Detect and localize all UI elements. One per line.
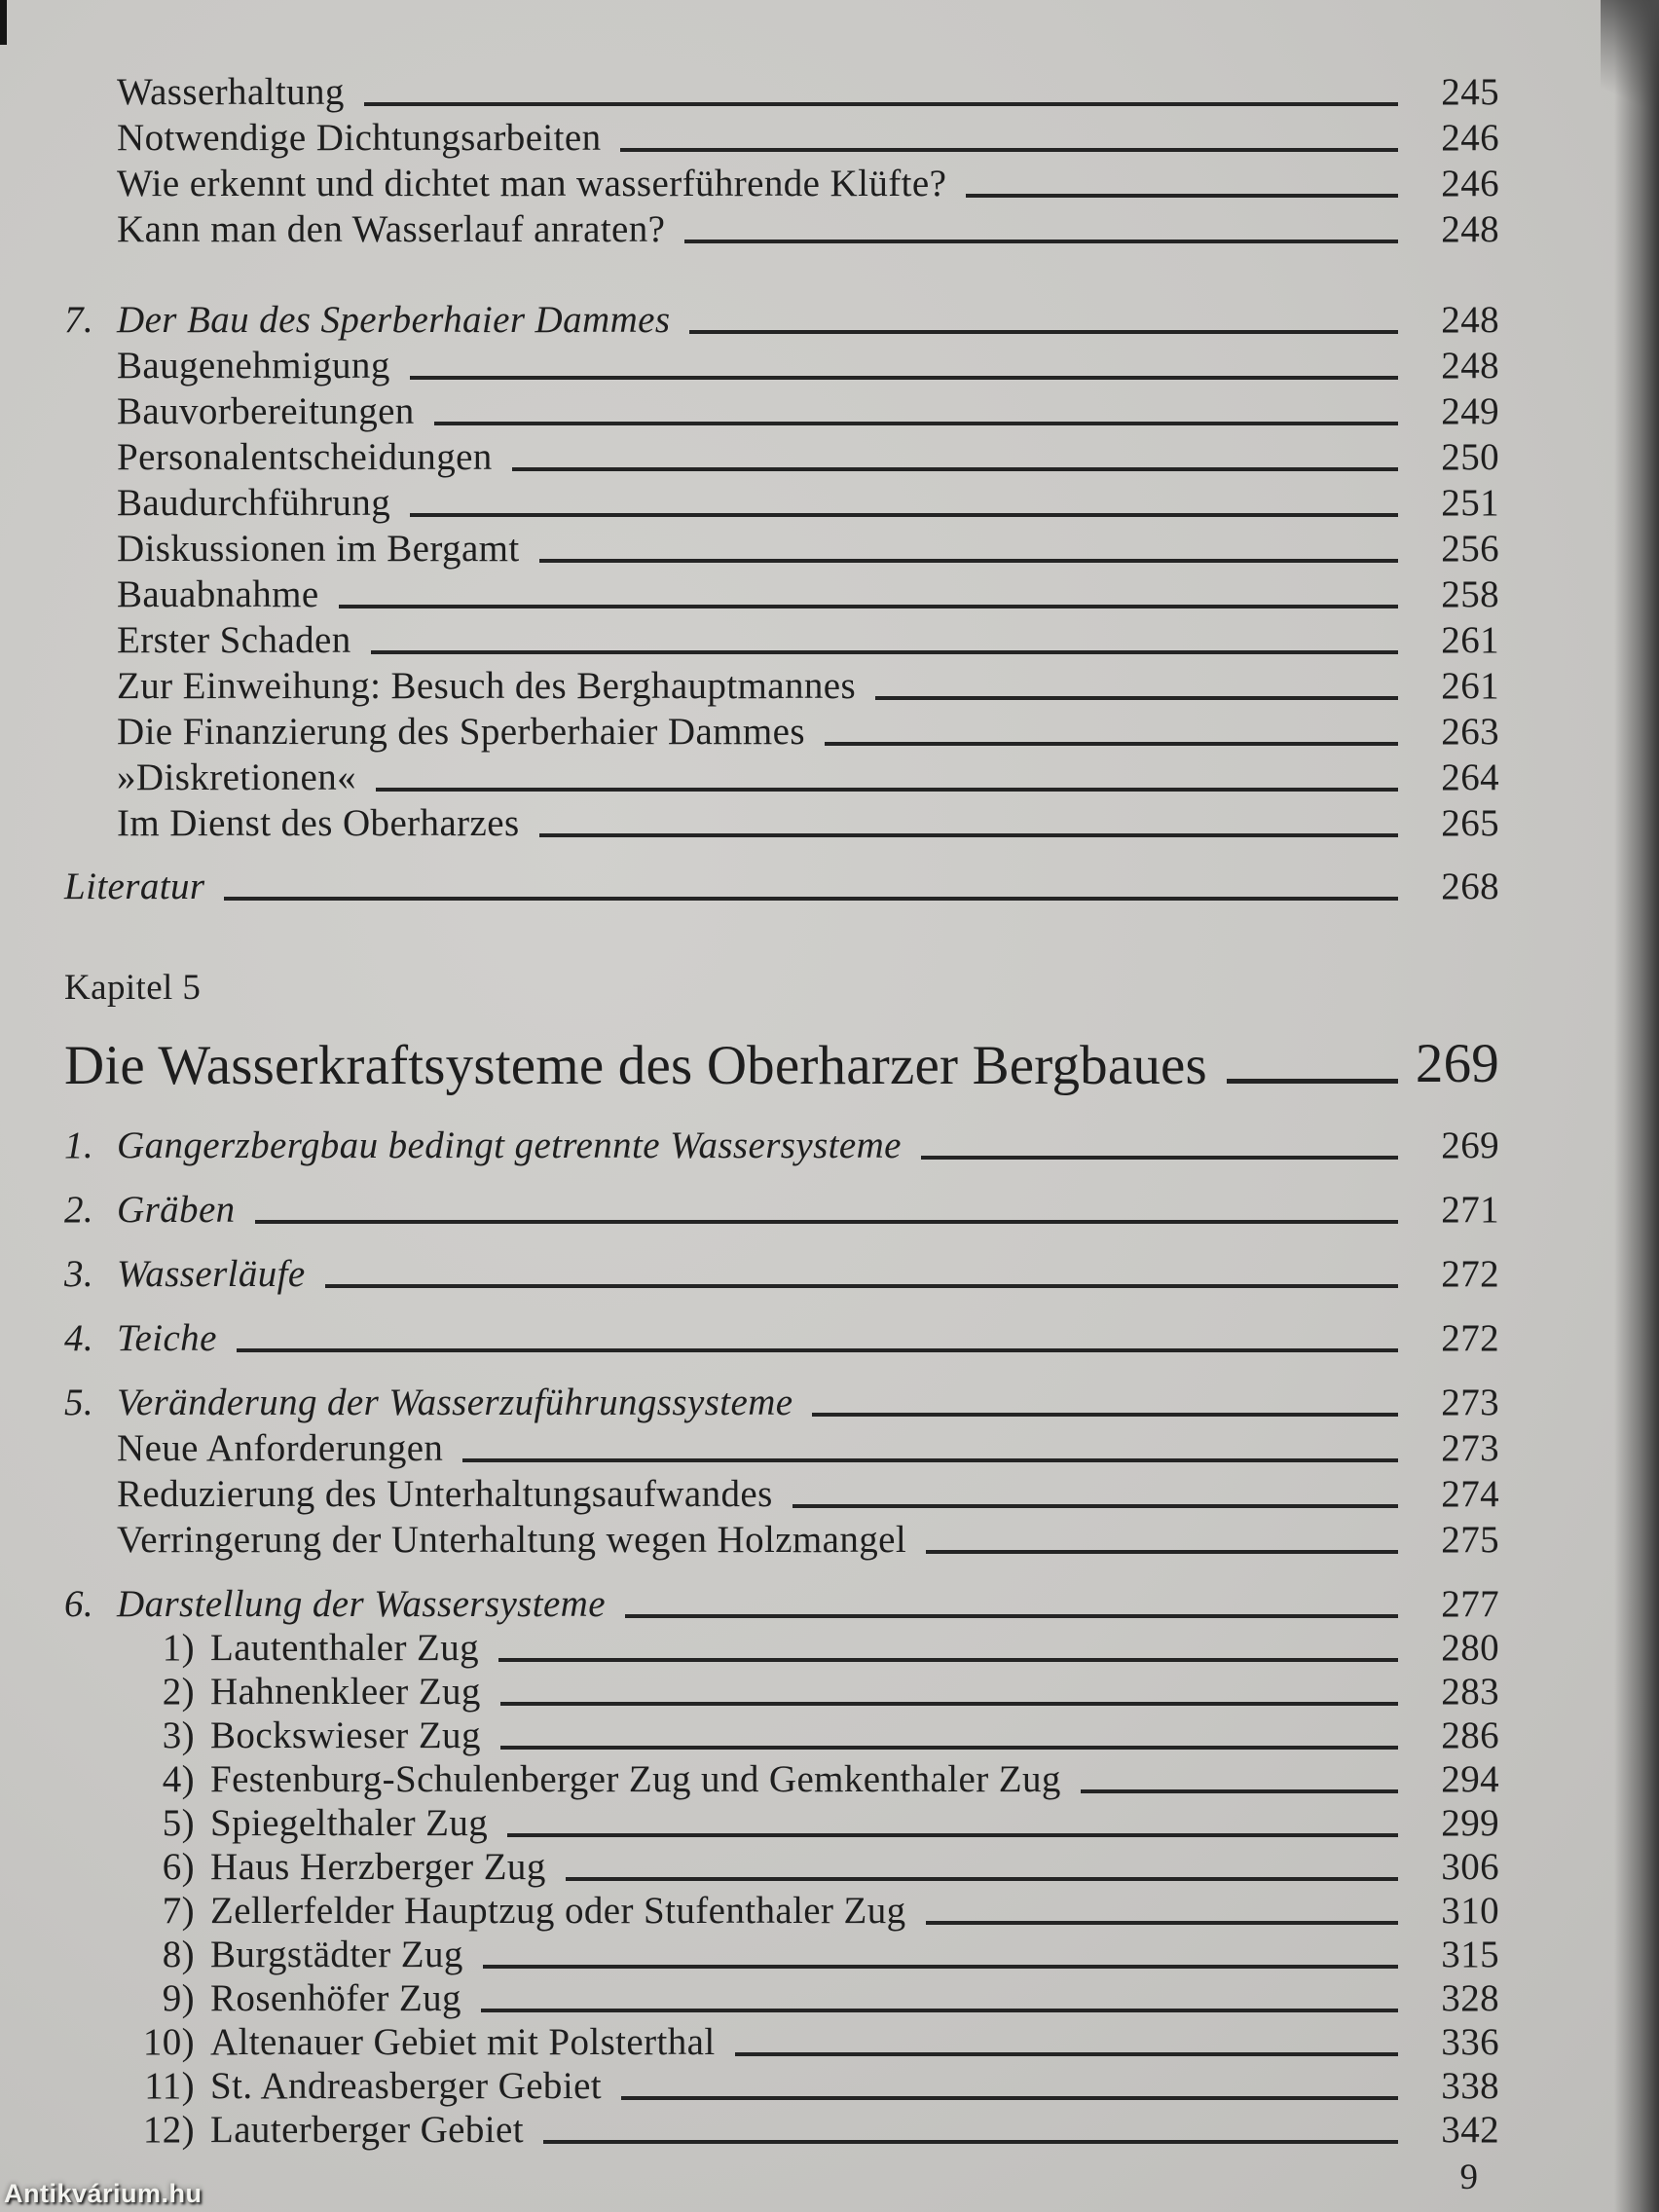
leader-line bbox=[566, 1877, 1398, 1881]
toc-entry bbox=[0, 708, 1499, 754]
toc-entry bbox=[0, 1167, 1499, 1232]
entry-number: 3) bbox=[162, 1714, 195, 1757]
entry-number: 1) bbox=[162, 1627, 195, 1670]
leader-line bbox=[926, 1921, 1398, 1925]
entry-number: 2) bbox=[162, 1671, 195, 1714]
entry-number: 8) bbox=[162, 1934, 195, 1976]
leader-line bbox=[512, 467, 1398, 471]
entry-label: Kapitel 5 bbox=[64, 967, 202, 1008]
entry-label: Wasserläufe bbox=[117, 1253, 306, 1296]
page-binding-shadow-top bbox=[1601, 0, 1659, 127]
leader-line bbox=[364, 102, 1398, 106]
leader-line bbox=[434, 422, 1398, 425]
page-binding-shadow bbox=[1614, 0, 1659, 2212]
entry-page-number: 286 bbox=[1441, 1714, 1499, 1757]
entry-label: Neue Anforderungen bbox=[117, 1427, 444, 1470]
page-number-footer: 9 bbox=[1459, 2157, 1478, 2197]
entry-page-number: 258 bbox=[1441, 573, 1499, 616]
leader-line bbox=[498, 1658, 1398, 1662]
entry-label: Reduzierung des Unterhaltungsaufwandes bbox=[117, 1473, 773, 1516]
entry-number: 10) bbox=[142, 2021, 195, 2064]
entry-number: 7. bbox=[64, 299, 94, 342]
toc-entry bbox=[0, 2064, 1499, 2108]
entry-label: Darstellung der Wassersysteme bbox=[117, 1583, 606, 1626]
toc-entry bbox=[0, 160, 1499, 205]
toc-entry bbox=[0, 387, 1499, 433]
entry-label: Teiche bbox=[117, 1317, 217, 1360]
toc-entry bbox=[0, 2108, 1499, 2152]
entry-number: 7) bbox=[162, 1890, 195, 1933]
leader-line bbox=[371, 650, 1398, 654]
toc-entry bbox=[0, 205, 1499, 251]
toc-entry bbox=[0, 1424, 1499, 1470]
watermark: Antikvárium.hu bbox=[4, 2179, 203, 2208]
entry-page-number: 336 bbox=[1441, 2021, 1499, 2064]
entry-label: »Diskretionen« bbox=[117, 756, 357, 799]
entry-label: Die Finanzierung des Sperberhaier Dammes bbox=[117, 711, 805, 754]
entry-number: 4) bbox=[162, 1758, 195, 1801]
entry-label: Spiegelthaler Zug bbox=[210, 1802, 489, 1845]
entry-page-number: 248 bbox=[1441, 299, 1499, 342]
entry-page-number: 268 bbox=[1441, 866, 1499, 908]
entry-page-number: 342 bbox=[1441, 2109, 1499, 2152]
toc-entry bbox=[0, 1103, 1499, 1167]
entry-number: 12) bbox=[142, 2109, 195, 2152]
toc-entry bbox=[0, 1470, 1499, 1516]
chapter-heading bbox=[0, 963, 1499, 1008]
entry-page-number: 338 bbox=[1441, 2065, 1499, 2108]
entry-page-number: 256 bbox=[1441, 528, 1499, 571]
entry-label: St. Andreasberger Gebiet bbox=[210, 2065, 603, 2108]
entry-page-number: 251 bbox=[1441, 482, 1499, 525]
entry-label: Der Bau des Sperberhaier Dammes bbox=[117, 299, 671, 342]
leader-line bbox=[966, 194, 1398, 198]
toc-entry bbox=[0, 1976, 1499, 2020]
toc-entry bbox=[0, 1232, 1499, 1296]
entry-page-number: 265 bbox=[1441, 802, 1499, 845]
entry-page-number: 249 bbox=[1441, 390, 1499, 433]
toc-entry bbox=[0, 342, 1499, 387]
entry-page-number: 245 bbox=[1441, 71, 1499, 114]
leader-line bbox=[1227, 1079, 1398, 1084]
toc-entry bbox=[0, 799, 1499, 845]
entry-label: Burgstädter Zug bbox=[210, 1934, 463, 1976]
entry-label: Bauvorbereitungen bbox=[117, 390, 415, 433]
entry-page-number: 277 bbox=[1441, 1583, 1499, 1626]
leader-line bbox=[376, 788, 1398, 792]
entry-page-number: 328 bbox=[1441, 1977, 1499, 2020]
entry-page-number: 261 bbox=[1441, 665, 1499, 708]
entry-label: Erster Schaden bbox=[117, 619, 351, 662]
entry-page-number: 272 bbox=[1441, 1317, 1499, 1360]
leader-line bbox=[255, 1220, 1398, 1224]
toc bbox=[0, 68, 1499, 2152]
toc-entry bbox=[0, 754, 1499, 799]
entry-page-number: 271 bbox=[1441, 1189, 1499, 1232]
entry-number: 4. bbox=[64, 1317, 94, 1360]
leader-line bbox=[735, 2052, 1398, 2056]
entry-page-number: 261 bbox=[1441, 619, 1499, 662]
leader-line bbox=[684, 240, 1398, 243]
entry-page-number: 273 bbox=[1441, 1427, 1499, 1470]
entry-page-number: 299 bbox=[1441, 1802, 1499, 1845]
leader-line bbox=[812, 1413, 1398, 1417]
entry-label: Bockswieser Zug bbox=[210, 1714, 481, 1757]
leader-line bbox=[481, 2009, 1398, 2012]
toc-entry bbox=[0, 2020, 1499, 2064]
entry-number: 6. bbox=[64, 1583, 94, 1626]
leader-line bbox=[926, 1550, 1398, 1554]
entry-number: 3. bbox=[64, 1253, 94, 1296]
leader-line bbox=[462, 1458, 1398, 1462]
toc-entry bbox=[0, 1626, 1499, 1670]
leader-line bbox=[539, 559, 1398, 563]
leader-line bbox=[793, 1504, 1398, 1508]
entry-page-number: 306 bbox=[1441, 1846, 1499, 1889]
entry-label: Zur Einweihung: Besuch des Berghauptmannes bbox=[117, 665, 857, 708]
toc-entry bbox=[0, 1714, 1499, 1757]
leader-line bbox=[621, 2096, 1398, 2100]
entry-label: Zellerfelder Hauptzug oder Stufenthaler Zug bbox=[210, 1890, 906, 1933]
entry-page-number: 250 bbox=[1441, 436, 1499, 479]
leader-line bbox=[539, 833, 1398, 837]
entry-page-number: 269 bbox=[1441, 1124, 1499, 1167]
entry-number: 9) bbox=[162, 1977, 195, 2020]
entry-page-number: 246 bbox=[1441, 163, 1499, 205]
entry-label: Personalentscheidungen bbox=[117, 436, 493, 479]
toc-entry bbox=[0, 1757, 1499, 1801]
entry-page-number: 280 bbox=[1441, 1627, 1499, 1670]
entry-number: 2. bbox=[64, 1189, 94, 1232]
toc-entry bbox=[0, 525, 1499, 571]
leader-line bbox=[543, 2140, 1398, 2144]
toc-entry bbox=[0, 1360, 1499, 1424]
leader-line bbox=[825, 742, 1398, 746]
toc-entry bbox=[0, 1516, 1499, 1562]
entry-label: Hahnenkleer Zug bbox=[210, 1671, 481, 1714]
entry-number: 1. bbox=[64, 1124, 94, 1167]
scan-edge-artifact bbox=[0, 0, 7, 45]
entry-number: 6) bbox=[162, 1846, 195, 1889]
toc-entry bbox=[0, 1845, 1499, 1889]
leader-line bbox=[875, 696, 1398, 700]
toc-entry bbox=[0, 1933, 1499, 1976]
toc-entry bbox=[0, 114, 1499, 160]
leader-line bbox=[410, 513, 1398, 517]
entry-page-number: 248 bbox=[1441, 208, 1499, 251]
toc-entry bbox=[0, 1889, 1499, 1933]
entry-label: Bauabnahme bbox=[117, 573, 319, 616]
toc-entry bbox=[0, 433, 1499, 479]
leader-line bbox=[689, 330, 1398, 334]
entry-page-number: 315 bbox=[1441, 1934, 1499, 1976]
toc-entry bbox=[0, 1296, 1499, 1360]
entry-page-number: 294 bbox=[1441, 1758, 1499, 1801]
entry-number: 5. bbox=[64, 1382, 94, 1424]
entry-label: Rosenhöfer Zug bbox=[210, 1977, 461, 2020]
leader-line bbox=[500, 1746, 1398, 1750]
toc-entry bbox=[0, 863, 1499, 908]
entry-page-number: 269 bbox=[1415, 1033, 1499, 1095]
toc-entry bbox=[0, 662, 1499, 708]
entry-label: Baugenehmigung bbox=[117, 345, 390, 387]
entry-page-number: 248 bbox=[1441, 345, 1499, 387]
toc-entry bbox=[0, 1801, 1499, 1845]
leader-line bbox=[507, 1833, 1398, 1837]
entry-label: Literatur bbox=[64, 866, 205, 908]
toc-entry bbox=[0, 1562, 1499, 1626]
entry-page-number: 246 bbox=[1441, 117, 1499, 160]
entry-label: Verringerung der Unterhaltung wegen Holzmangel bbox=[117, 1519, 907, 1562]
entry-label: Diskussionen im Bergamt bbox=[117, 528, 520, 571]
toc-entry bbox=[0, 1670, 1499, 1714]
leader-line bbox=[237, 1348, 1398, 1352]
toc-entry bbox=[0, 571, 1499, 616]
entry-page-number: 275 bbox=[1441, 1519, 1499, 1562]
leader-line bbox=[921, 1156, 1398, 1160]
entry-number: 5) bbox=[162, 1802, 195, 1845]
entry-label: Notwendige Dichtungsarbeiten bbox=[117, 117, 602, 160]
leader-line bbox=[625, 1614, 1398, 1618]
toc-entry bbox=[0, 296, 1499, 342]
leader-line bbox=[1081, 1789, 1398, 1793]
leader-line bbox=[410, 376, 1398, 380]
entry-label: Baudurchführung bbox=[117, 482, 391, 525]
leader-line bbox=[224, 897, 1398, 901]
entry-label: Altenauer Gebiet mit Polsterthal bbox=[210, 2021, 716, 2064]
entry-page-number: 264 bbox=[1441, 756, 1499, 799]
entry-label: Wasserhaltung bbox=[117, 71, 345, 114]
entry-page-number: 283 bbox=[1441, 1671, 1499, 1714]
toc-entry bbox=[0, 479, 1499, 525]
toc-entry bbox=[0, 616, 1499, 662]
leader-line bbox=[325, 1284, 1398, 1288]
entry-label: Lauterberger Gebiet bbox=[210, 2109, 524, 2152]
entry-label: Festenburg-Schulenberger Zug und Gemkenthaler Zug bbox=[210, 1758, 1061, 1801]
entry-page-number: 272 bbox=[1441, 1253, 1499, 1296]
entry-page-number: 310 bbox=[1441, 1890, 1499, 1933]
leader-line bbox=[500, 1702, 1398, 1706]
entry-label: Haus Herzberger Zug bbox=[210, 1846, 546, 1889]
entry-number: 11) bbox=[144, 2065, 195, 2108]
entry-label: Im Dienst des Oberharzes bbox=[117, 802, 520, 845]
entry-label: Gangerzbergbau bedingt getrennte Wassersysteme bbox=[117, 1124, 902, 1167]
entry-page-number: 274 bbox=[1441, 1473, 1499, 1516]
entry-label: Wie erkennt und dichtet man wasserführende Klüfte? bbox=[117, 163, 947, 205]
entry-label: Veränderung der Wasserzuführungssysteme bbox=[117, 1382, 793, 1424]
leader-line bbox=[339, 605, 1398, 608]
entry-page-number: 263 bbox=[1441, 711, 1499, 754]
entry-label: Die Wasserkraftsysteme des Oberharzer Bergbaues bbox=[64, 1035, 1207, 1097]
entry-page-number: 273 bbox=[1441, 1382, 1499, 1424]
toc-entry bbox=[0, 68, 1499, 114]
entry-label: Lautenthaler Zug bbox=[210, 1627, 480, 1670]
entry-label: Gräben bbox=[117, 1189, 236, 1232]
leader-line bbox=[483, 1965, 1398, 1969]
entry-label: Kann man den Wasserlauf anraten? bbox=[117, 208, 666, 251]
chapter-title bbox=[0, 1012, 1499, 1095]
leader-line bbox=[620, 148, 1398, 152]
